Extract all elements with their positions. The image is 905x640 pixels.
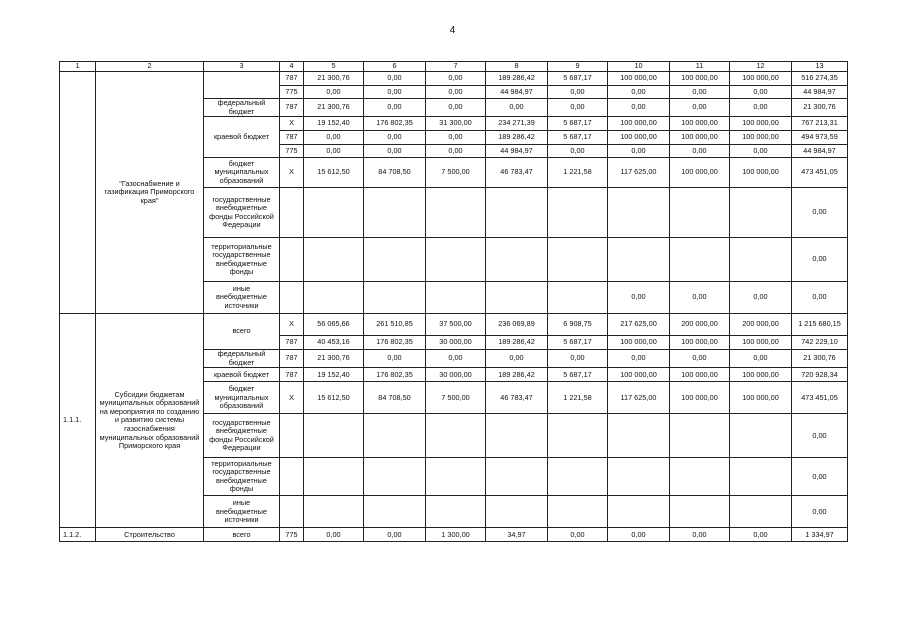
amount-cell: 7 500,00 bbox=[426, 382, 486, 414]
amount-cell: 0,00 bbox=[548, 86, 608, 99]
budget-code-cell: 787 bbox=[280, 336, 304, 350]
column-header: 12 bbox=[730, 62, 792, 72]
budget-code-cell: 787 bbox=[280, 72, 304, 86]
funding-source-cell: территориальные государственные внебюджетные фонды bbox=[204, 238, 280, 282]
amount-cell: 0,00 bbox=[792, 458, 848, 496]
amount-cell bbox=[608, 188, 670, 238]
amount-cell: 0,00 bbox=[670, 86, 730, 99]
table-row bbox=[60, 528, 848, 542]
amount-cell: 21 300,76 bbox=[792, 350, 848, 368]
amount-cell: 117 625,00 bbox=[608, 382, 670, 414]
amount-cell: 0,00 bbox=[364, 99, 426, 117]
funding-source-cell: государственные внебюджетные фонды Российской Федерации bbox=[204, 188, 280, 238]
amount-cell: 56 065,66 bbox=[304, 314, 364, 336]
budget-code-cell bbox=[280, 414, 304, 458]
amount-cell bbox=[608, 458, 670, 496]
amount-cell: 0,00 bbox=[426, 131, 486, 145]
amount-cell: 217 625,00 bbox=[608, 314, 670, 336]
amount-cell: 189 286,42 bbox=[486, 131, 548, 145]
budget-code-cell: X bbox=[280, 382, 304, 414]
amount-cell: 37 500,00 bbox=[426, 314, 486, 336]
amount-cell bbox=[304, 414, 364, 458]
section-1-1-1 bbox=[60, 314, 848, 528]
column-header: 1 bbox=[60, 62, 96, 72]
amount-cell: 473 451,05 bbox=[792, 382, 848, 414]
amount-cell: 5 687,17 bbox=[548, 336, 608, 350]
budget-code-cell: 787 bbox=[280, 99, 304, 117]
amount-cell bbox=[304, 282, 364, 314]
budget-code-cell: X bbox=[280, 117, 304, 131]
column-header: 9 bbox=[548, 62, 608, 72]
amount-cell: 0,00 bbox=[608, 528, 670, 542]
budget-code-cell bbox=[280, 496, 304, 528]
amount-cell: 117 625,00 bbox=[608, 158, 670, 188]
amount-cell bbox=[364, 188, 426, 238]
funding-source-cell: федеральный бюджет bbox=[204, 350, 280, 368]
row-title-cell: "Газоснабжение и газификация Приморского края" bbox=[96, 72, 204, 314]
amount-cell: 30 000,00 bbox=[426, 368, 486, 382]
budget-code-cell: X bbox=[280, 158, 304, 188]
section-1-1-2 bbox=[60, 528, 848, 542]
amount-cell: 1 221,58 bbox=[548, 382, 608, 414]
amount-cell bbox=[548, 188, 608, 238]
row-number-cell: 1.1.2. bbox=[60, 528, 96, 542]
amount-cell: 200 000,00 bbox=[730, 314, 792, 336]
table-row bbox=[60, 314, 848, 336]
amount-cell bbox=[730, 414, 792, 458]
amount-cell: 516 274,35 bbox=[792, 72, 848, 86]
budget-code-cell: 787 bbox=[280, 350, 304, 368]
budget-code-cell: 787 bbox=[280, 368, 304, 382]
amount-cell: 0,00 bbox=[426, 86, 486, 99]
funding-source-cell: государственные внебюджетные фонды Российской Федерации bbox=[204, 414, 280, 458]
amount-cell: 200 000,00 bbox=[670, 314, 730, 336]
amount-cell: 100 000,00 bbox=[608, 131, 670, 145]
amount-cell: 0,00 bbox=[486, 99, 548, 117]
budget-code-cell bbox=[280, 188, 304, 238]
amount-cell: 5 687,17 bbox=[548, 72, 608, 86]
amount-cell: 30 000,00 bbox=[426, 336, 486, 350]
amount-cell: 0,00 bbox=[670, 528, 730, 542]
amount-cell: 5 687,17 bbox=[548, 368, 608, 382]
amount-cell bbox=[670, 496, 730, 528]
amount-cell: 0,00 bbox=[548, 528, 608, 542]
amount-cell bbox=[304, 238, 364, 282]
amount-cell bbox=[486, 238, 548, 282]
amount-cell: 100 000,00 bbox=[670, 117, 730, 131]
amount-cell bbox=[548, 458, 608, 496]
amount-cell: 100 000,00 bbox=[670, 72, 730, 86]
amount-cell bbox=[730, 188, 792, 238]
amount-cell bbox=[426, 188, 486, 238]
amount-cell bbox=[670, 414, 730, 458]
amount-cell: 31 300,00 bbox=[426, 117, 486, 131]
amount-cell: 742 229,10 bbox=[792, 336, 848, 350]
amount-cell: 100 000,00 bbox=[730, 131, 792, 145]
amount-cell: 0,00 bbox=[364, 528, 426, 542]
amount-cell: 40 453,16 bbox=[304, 336, 364, 350]
section-gas bbox=[60, 72, 848, 314]
budget-code-cell: 775 bbox=[280, 86, 304, 99]
amount-cell: 0,00 bbox=[608, 99, 670, 117]
amount-cell: 0,00 bbox=[608, 145, 670, 158]
amount-cell: 100 000,00 bbox=[730, 336, 792, 350]
row-number-cell bbox=[60, 72, 96, 314]
row-title-cell: Субсидии бюджетам муниципальных образований на мероприятия по созданию и развитию системы газоснабжения муниципальных образований Приморского края bbox=[96, 314, 204, 528]
funding-source-cell: бюджет муниципальных образований bbox=[204, 158, 280, 188]
amount-cell: 494 973,59 bbox=[792, 131, 848, 145]
amount-cell: 767 213,31 bbox=[792, 117, 848, 131]
amount-cell: 189 286,42 bbox=[486, 336, 548, 350]
amount-cell: 21 300,76 bbox=[792, 99, 848, 117]
page-number: 4 bbox=[449, 25, 456, 36]
amount-cell: 44 984,97 bbox=[486, 145, 548, 158]
amount-cell bbox=[426, 238, 486, 282]
budget-code-cell: 787 bbox=[280, 131, 304, 145]
amount-cell: 0,00 bbox=[304, 145, 364, 158]
amount-cell: 7 500,00 bbox=[426, 158, 486, 188]
amount-cell: 44 984,97 bbox=[792, 86, 848, 99]
amount-cell: 189 286,42 bbox=[486, 368, 548, 382]
amount-cell: 84 708,50 bbox=[364, 382, 426, 414]
amount-cell: 100 000,00 bbox=[730, 158, 792, 188]
amount-cell: 0,00 bbox=[792, 238, 848, 282]
amount-cell: 100 000,00 bbox=[730, 382, 792, 414]
amount-cell: 0,00 bbox=[730, 145, 792, 158]
budget-table bbox=[59, 61, 848, 542]
column-header: 2 bbox=[96, 62, 204, 72]
amount-cell: 176 802,35 bbox=[364, 368, 426, 382]
amount-cell: 100 000,00 bbox=[608, 368, 670, 382]
amount-cell bbox=[486, 496, 548, 528]
amount-cell: 1 221,58 bbox=[548, 158, 608, 188]
amount-cell: 0,00 bbox=[364, 86, 426, 99]
funding-source-cell bbox=[204, 72, 280, 99]
amount-cell: 0,00 bbox=[730, 282, 792, 314]
budget-code-cell: 775 bbox=[280, 145, 304, 158]
amount-cell: 46 783,47 bbox=[486, 158, 548, 188]
budget-code-cell: 775 bbox=[280, 528, 304, 542]
amount-cell: 176 802,35 bbox=[364, 336, 426, 350]
amount-cell bbox=[486, 188, 548, 238]
amount-cell: 0,00 bbox=[730, 528, 792, 542]
amount-cell: 21 300,76 bbox=[304, 350, 364, 368]
amount-cell: 236 069,89 bbox=[486, 314, 548, 336]
amount-cell bbox=[486, 414, 548, 458]
amount-cell: 100 000,00 bbox=[670, 336, 730, 350]
amount-cell: 0,00 bbox=[608, 350, 670, 368]
row-number-cell: 1.1.1. bbox=[60, 314, 96, 528]
amount-cell: 720 928,34 bbox=[792, 368, 848, 382]
column-header: 5 bbox=[304, 62, 364, 72]
amount-cell: 0,00 bbox=[364, 72, 426, 86]
funding-source-cell: федеральный бюджет bbox=[204, 99, 280, 117]
amount-cell bbox=[730, 496, 792, 528]
budget-code-cell bbox=[280, 458, 304, 496]
amount-cell: 6 908,75 bbox=[548, 314, 608, 336]
amount-cell: 0,00 bbox=[608, 86, 670, 99]
amount-cell: 1 300,00 bbox=[426, 528, 486, 542]
amount-cell bbox=[548, 414, 608, 458]
amount-cell: 21 300,76 bbox=[304, 99, 364, 117]
amount-cell: 19 152,40 bbox=[304, 368, 364, 382]
amount-cell: 0,00 bbox=[426, 350, 486, 368]
column-number-row bbox=[60, 62, 848, 72]
amount-cell: 0,00 bbox=[548, 350, 608, 368]
column-header: 3 bbox=[204, 62, 280, 72]
amount-cell bbox=[304, 458, 364, 496]
amount-cell bbox=[670, 458, 730, 496]
amount-cell: 234 271,39 bbox=[486, 117, 548, 131]
amount-cell bbox=[364, 238, 426, 282]
amount-cell: 1 215 680,15 bbox=[792, 314, 848, 336]
amount-cell: 100 000,00 bbox=[670, 382, 730, 414]
amount-cell bbox=[730, 458, 792, 496]
amount-cell bbox=[548, 496, 608, 528]
amount-cell: 0,00 bbox=[364, 145, 426, 158]
amount-cell: 100 000,00 bbox=[730, 117, 792, 131]
amount-cell: 0,00 bbox=[792, 188, 848, 238]
amount-cell: 0,00 bbox=[426, 145, 486, 158]
amount-cell: 46 783,47 bbox=[486, 382, 548, 414]
amount-cell: 15 612,50 bbox=[304, 158, 364, 188]
amount-cell: 100 000,00 bbox=[608, 336, 670, 350]
amount-cell bbox=[670, 188, 730, 238]
amount-cell: 5 687,17 bbox=[548, 131, 608, 145]
funding-source-cell: территориальные государственные внебюджетные фонды bbox=[204, 458, 280, 496]
amount-cell: 5 687,17 bbox=[548, 117, 608, 131]
amount-cell: 100 000,00 bbox=[608, 117, 670, 131]
amount-cell: 0,00 bbox=[670, 350, 730, 368]
amount-cell: 21 300,76 bbox=[304, 72, 364, 86]
amount-cell bbox=[730, 238, 792, 282]
amount-cell: 84 708,50 bbox=[364, 158, 426, 188]
amount-cell: 0,00 bbox=[548, 145, 608, 158]
amount-cell bbox=[364, 458, 426, 496]
amount-cell bbox=[304, 496, 364, 528]
amount-cell bbox=[364, 282, 426, 314]
amount-cell: 100 000,00 bbox=[730, 72, 792, 86]
row-title-cell: Строительство bbox=[96, 528, 204, 542]
column-header: 7 bbox=[426, 62, 486, 72]
amount-cell: 189 286,42 bbox=[486, 72, 548, 86]
amount-cell: 0,00 bbox=[364, 350, 426, 368]
amount-cell bbox=[426, 414, 486, 458]
amount-cell bbox=[670, 238, 730, 282]
funding-source-cell: иные внебюджетные источники bbox=[204, 282, 280, 314]
amount-cell: 0,00 bbox=[670, 145, 730, 158]
budget-code-cell bbox=[280, 238, 304, 282]
amount-cell bbox=[548, 238, 608, 282]
amount-cell: 34,97 bbox=[486, 528, 548, 542]
funding-source-cell: краевой бюджет bbox=[204, 117, 280, 158]
amount-cell bbox=[486, 458, 548, 496]
funding-source-cell: всего bbox=[204, 528, 280, 542]
amount-cell: 261 510,85 bbox=[364, 314, 426, 336]
amount-cell: 0,00 bbox=[548, 99, 608, 117]
amount-cell bbox=[486, 282, 548, 314]
amount-cell: 0,00 bbox=[608, 282, 670, 314]
funding-source-cell: краевой бюджет bbox=[204, 368, 280, 382]
amount-cell: 19 152,40 bbox=[304, 117, 364, 131]
amount-cell bbox=[548, 282, 608, 314]
amount-cell: 100 000,00 bbox=[670, 158, 730, 188]
amount-cell: 0,00 bbox=[670, 99, 730, 117]
funding-source-cell: бюджет муниципальных образований bbox=[204, 382, 280, 414]
amount-cell: 0,00 bbox=[486, 350, 548, 368]
budget-code-cell: X bbox=[280, 314, 304, 336]
amount-cell: 0,00 bbox=[792, 282, 848, 314]
amount-cell: 0,00 bbox=[426, 72, 486, 86]
amount-cell: 0,00 bbox=[730, 350, 792, 368]
amount-cell: 0,00 bbox=[426, 99, 486, 117]
amount-cell: 100 000,00 bbox=[670, 368, 730, 382]
column-header: 11 bbox=[670, 62, 730, 72]
amount-cell: 473 451,05 bbox=[792, 158, 848, 188]
amount-cell bbox=[426, 496, 486, 528]
budget-code-cell bbox=[280, 282, 304, 314]
funding-source-cell: всего bbox=[204, 314, 280, 350]
amount-cell: 0,00 bbox=[730, 99, 792, 117]
amount-cell: 44 984,97 bbox=[792, 145, 848, 158]
amount-cell: 1 334,97 bbox=[792, 528, 848, 542]
amount-cell: 0,00 bbox=[792, 496, 848, 528]
amount-cell: 100 000,00 bbox=[670, 131, 730, 145]
amount-cell: 0,00 bbox=[364, 131, 426, 145]
amount-cell bbox=[304, 188, 364, 238]
amount-cell: 100 000,00 bbox=[608, 72, 670, 86]
amount-cell bbox=[426, 282, 486, 314]
column-header: 4 bbox=[280, 62, 304, 72]
amount-cell: 0,00 bbox=[792, 414, 848, 458]
amount-cell bbox=[364, 414, 426, 458]
amount-cell: 0,00 bbox=[304, 86, 364, 99]
amount-cell: 0,00 bbox=[304, 528, 364, 542]
table-row bbox=[60, 72, 848, 86]
amount-cell bbox=[364, 496, 426, 528]
amount-cell bbox=[426, 458, 486, 496]
funding-source-cell: иные внебюджетные источники bbox=[204, 496, 280, 528]
column-header: 8 bbox=[486, 62, 548, 72]
column-header: 13 bbox=[792, 62, 848, 72]
amount-cell bbox=[608, 238, 670, 282]
amount-cell: 0,00 bbox=[670, 282, 730, 314]
column-header: 10 bbox=[608, 62, 670, 72]
amount-cell: 44 984,97 bbox=[486, 86, 548, 99]
amount-cell: 176 802,35 bbox=[364, 117, 426, 131]
amount-cell: 0,00 bbox=[730, 86, 792, 99]
amount-cell: 100 000,00 bbox=[730, 368, 792, 382]
column-header: 6 bbox=[364, 62, 426, 72]
amount-cell bbox=[608, 496, 670, 528]
amount-cell: 0,00 bbox=[304, 131, 364, 145]
amount-cell bbox=[608, 414, 670, 458]
amount-cell: 15 612,50 bbox=[304, 382, 364, 414]
